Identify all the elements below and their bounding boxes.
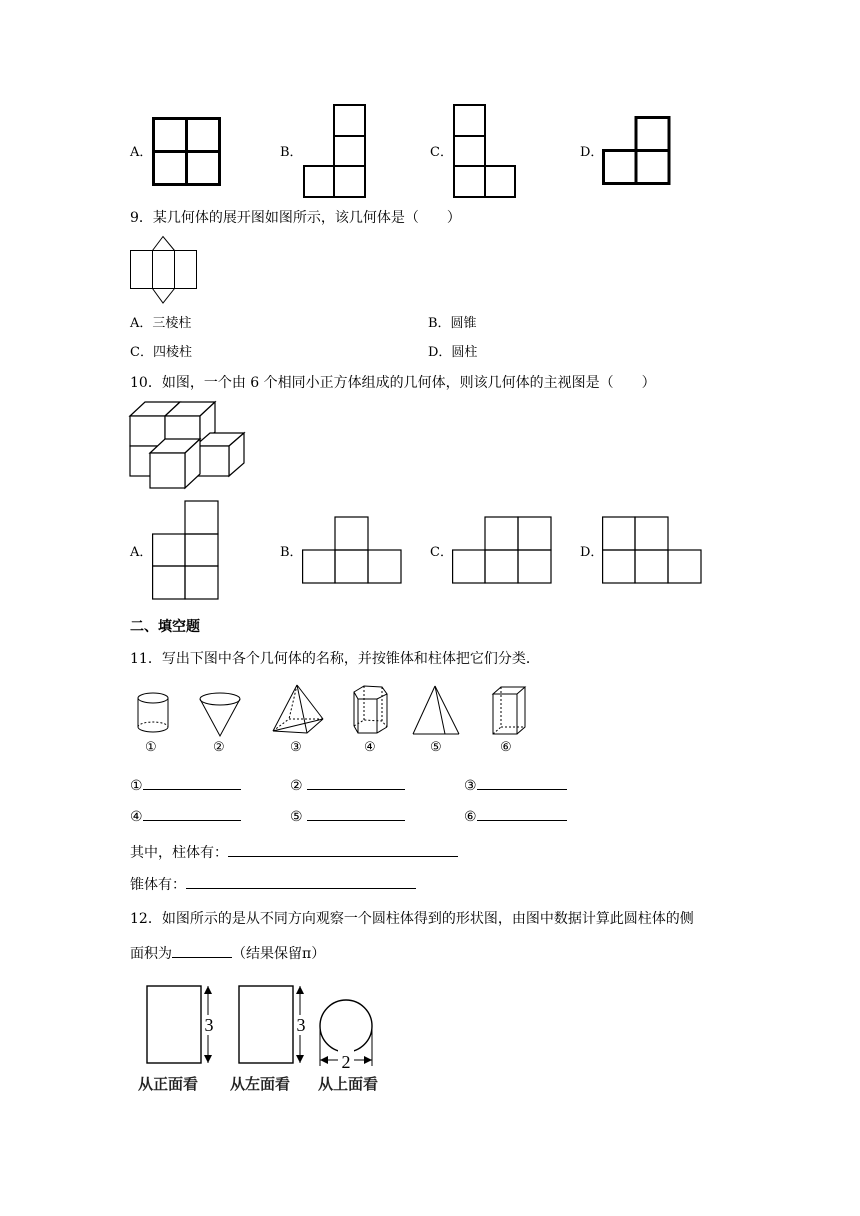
q11-figure-label-5: ⑤	[430, 740, 442, 755]
q10-option-b-figure	[302, 516, 404, 586]
q12-front-height-label: 3	[204, 1015, 214, 1035]
q11-answer-blank-4[interactable]	[143, 806, 241, 821]
q12-left-height-label: 3	[296, 1015, 306, 1035]
q12-diameter-label: 2	[341, 1052, 351, 1072]
q11-figure-label-6: ⑥	[500, 740, 512, 755]
q8-option-d-label[interactable]: D．	[580, 145, 604, 160]
q10-option-d-label[interactable]: D．	[580, 545, 604, 560]
q9-option-b[interactable]: B．圆锥	[428, 316, 477, 331]
q11-cone-label: 锥体有：	[130, 877, 186, 893]
q11-stem: 11．写出下图中各个几何体的名称，并按锥体和柱体把它们分类．	[130, 651, 540, 667]
q8-option-b-label[interactable]: B．	[280, 145, 303, 160]
q9-option-a[interactable]: A．三棱柱	[130, 316, 192, 331]
q11-rectangular-prism-figure	[491, 685, 529, 739]
q11-answer-blank-5[interactable]	[307, 806, 405, 821]
q11-cone-figure	[198, 692, 242, 738]
q12-top-view-caption: 从上面看	[318, 1075, 379, 1093]
q8-option-b-figure	[303, 104, 367, 198]
q10-option-a-figure	[152, 500, 222, 602]
q10-option-a-label[interactable]: A．	[130, 545, 153, 560]
q11-blank-label-3: ③	[464, 778, 477, 794]
q11-cylinder-figure	[136, 692, 172, 734]
q11-answer-blank-2[interactable]	[307, 775, 405, 790]
q11-square-pyramid-figure	[271, 683, 325, 739]
q11-cone-answer-blank[interactable]	[186, 874, 416, 889]
q8-option-d-figure	[602, 116, 672, 186]
q11-figure-label-3: ③	[290, 740, 302, 755]
q9-option-c[interactable]: C．四棱柱	[130, 345, 192, 360]
q11-figure-label-2: ②	[213, 740, 225, 755]
q11-blank-label-1: ①	[130, 778, 143, 794]
q11-blank-label-6: ⑥	[464, 809, 477, 825]
q12-top-view-figure	[318, 1000, 382, 1072]
q8-option-a-label[interactable]: A．	[130, 145, 153, 160]
q8-option-c-label[interactable]: C．	[430, 145, 453, 160]
q8-option-c-figure	[453, 104, 517, 198]
q9-stem: 9．某几何体的展开图如图所示，该几何体是（ ）	[130, 210, 461, 226]
q11-answer-blank-3[interactable]	[477, 775, 567, 790]
q11-answer-blank-1[interactable]	[143, 775, 241, 790]
q11-blank-label-4: ④	[130, 809, 143, 825]
q11-figure-label-4: ④	[364, 740, 376, 755]
q12-left-view-figure	[238, 985, 310, 1065]
q11-answer-blank-6[interactable]	[477, 806, 567, 821]
q12-stem-prefix: 面积为	[130, 946, 172, 962]
q11-prism-label: 其中，柱体有：	[130, 845, 228, 861]
q10-option-b-label[interactable]: B．	[280, 545, 303, 560]
q12-left-view-caption: 从左面看	[230, 1075, 291, 1093]
q8-option-a-figure	[152, 117, 222, 187]
q11-prism-answer-blank[interactable]	[228, 842, 458, 857]
q10-stem: 10．如图，一个由 6 个相同小正方体组成的几何体，则该几何体的主视图是（ ）	[130, 375, 656, 391]
q11-triangular-pyramid-figure	[411, 684, 463, 740]
q12-stem-suffix: （结果保留π）	[232, 946, 326, 962]
q9-net-figure	[130, 236, 200, 306]
section-title: 二、填空题	[130, 619, 200, 635]
q12-front-view-caption: 从正面看	[138, 1075, 199, 1093]
q9-option-d[interactable]: D．圆柱	[428, 345, 478, 360]
q10-cube-stack-figure	[130, 401, 250, 491]
q12-answer-blank[interactable]	[172, 943, 232, 958]
q12-stem-line1: 12．如图所示的是从不同方向观察一个圆柱体得到的形状图，由图中数据计算此圆柱体的侧	[130, 911, 694, 927]
q11-blank-label-2: ②	[290, 778, 303, 794]
q12-front-view-figure	[146, 985, 218, 1065]
q10-option-c-label[interactable]: C．	[430, 545, 453, 560]
q11-figure-label-1: ①	[145, 740, 157, 755]
q11-pentagonal-prism-figure	[350, 684, 390, 738]
q10-option-d-figure	[602, 516, 704, 586]
q10-option-c-figure	[452, 516, 554, 586]
q11-blank-label-5: ⑤	[290, 809, 303, 825]
